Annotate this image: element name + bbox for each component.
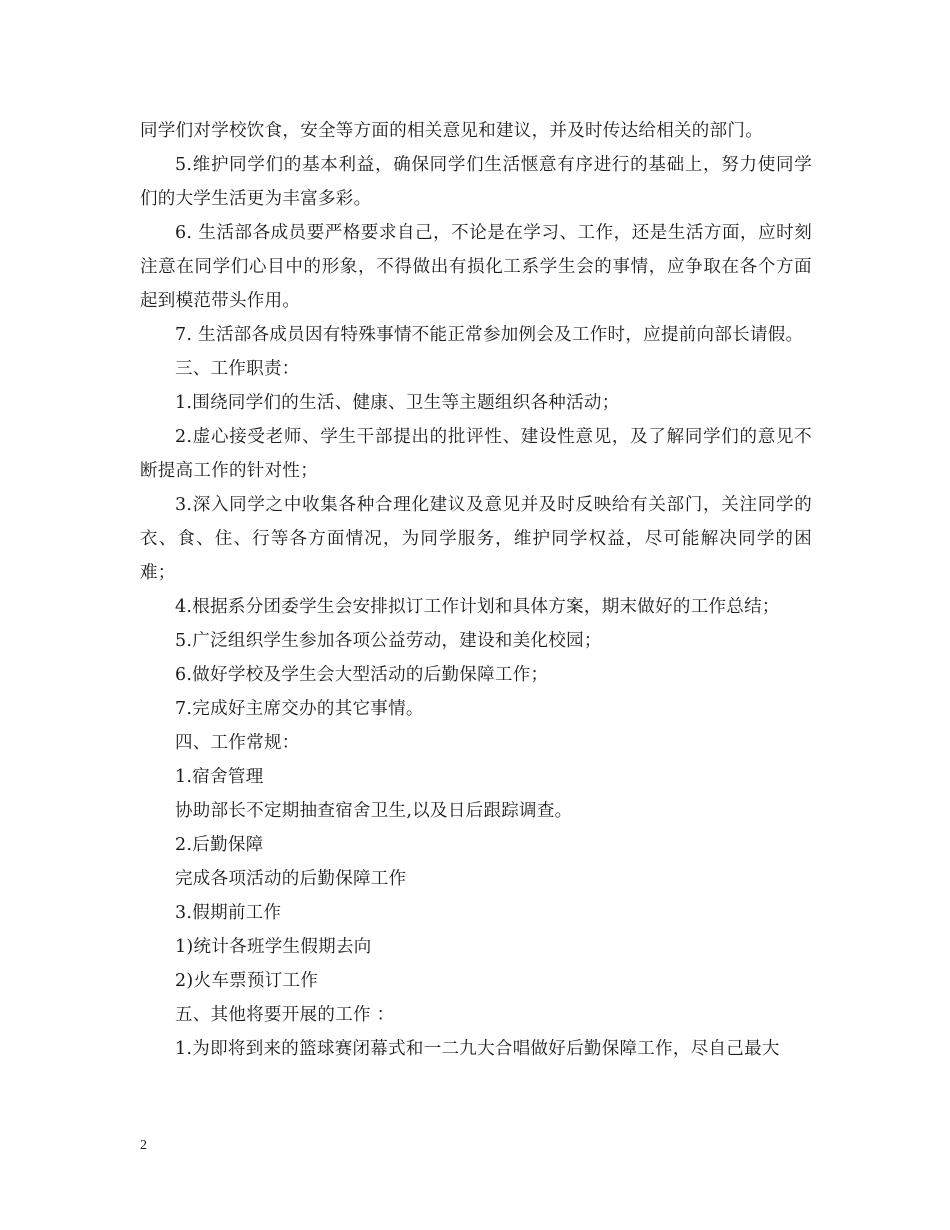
list-item: 7.完成好主席交办的其它事情。	[175, 699, 424, 719]
paragraph: 完成各项活动的后勤保障工作	[175, 869, 407, 889]
paragraph: 6. 生活部各成员要严格要求自己，不论是在学习、工作，还是生活方面，应时刻注意在同学们心目中的形象，不得做出有损化工系学生会的事情，应争取在各个方面起到模范带头作用。	[140, 223, 812, 311]
sub-list-item: 1)统计各班学生假期去向	[175, 937, 372, 957]
paragraph: 7. 生活部各成员因有特殊事情不能正常参加例会及工作时，应提前向部长请假。	[175, 325, 804, 345]
document-body	[140, 114, 812, 1066]
list-item: 2.虚心接受老师、学生干部提出的批评性、建设性意见，及了解同学们的意见不断提高工作的针对性；	[140, 427, 812, 481]
paragraph: 同学们对学校饮食，安全等方面的相关意见和建议，并及时传达给相关的部门。	[140, 121, 763, 141]
list-item: 1.围绕同学们的生活、健康、卫生等主题组织各种活动；	[175, 393, 620, 413]
sub-list-item: 2)火车票预订工作	[175, 971, 319, 991]
section-heading: 五、其他将要开展的工作 ：	[175, 1005, 395, 1025]
section-heading: 三、工作职责：	[175, 359, 300, 379]
list-item: 2.后勤保障	[175, 835, 264, 855]
section-heading: 四、工作常规：	[175, 733, 300, 753]
list-item: 3.假期前工作	[175, 903, 282, 923]
list-item: 3.深入同学之中收集各种合理化建议及意见并及时反映给有关部门，关注同学的衣、食、住、行等各方面情况，为同学服务，维护同学权益，尽可能解决同学的困难；	[140, 495, 812, 583]
page-number: 2	[140, 1138, 147, 1153]
paragraph: 5.维护同学们的基本利益，确保同学们生活惬意有序进行的基础上，努力使同学们的大学生活更为丰富多彩。	[140, 155, 812, 209]
list-item: 6.做好学校及学生会大型活动的后勤保障工作；	[175, 665, 549, 685]
paragraph: 协助部长不定期抽查宿舍卫生,以及日后跟踪调查。	[175, 801, 573, 821]
list-item: 4.根据系分团委学生会安排拟订工作计划和具体方案，期末做好的工作总结；	[175, 597, 780, 617]
list-item: 1.宿舍管理	[175, 767, 264, 787]
list-item: 5.广泛组织学生参加各项公益劳动，建设和美化校园；	[175, 631, 602, 651]
list-item: 1.为即将到来的篮球赛闭幕式和一二九大合唱做好后勤保障工作，尽自己最大	[175, 1039, 780, 1059]
